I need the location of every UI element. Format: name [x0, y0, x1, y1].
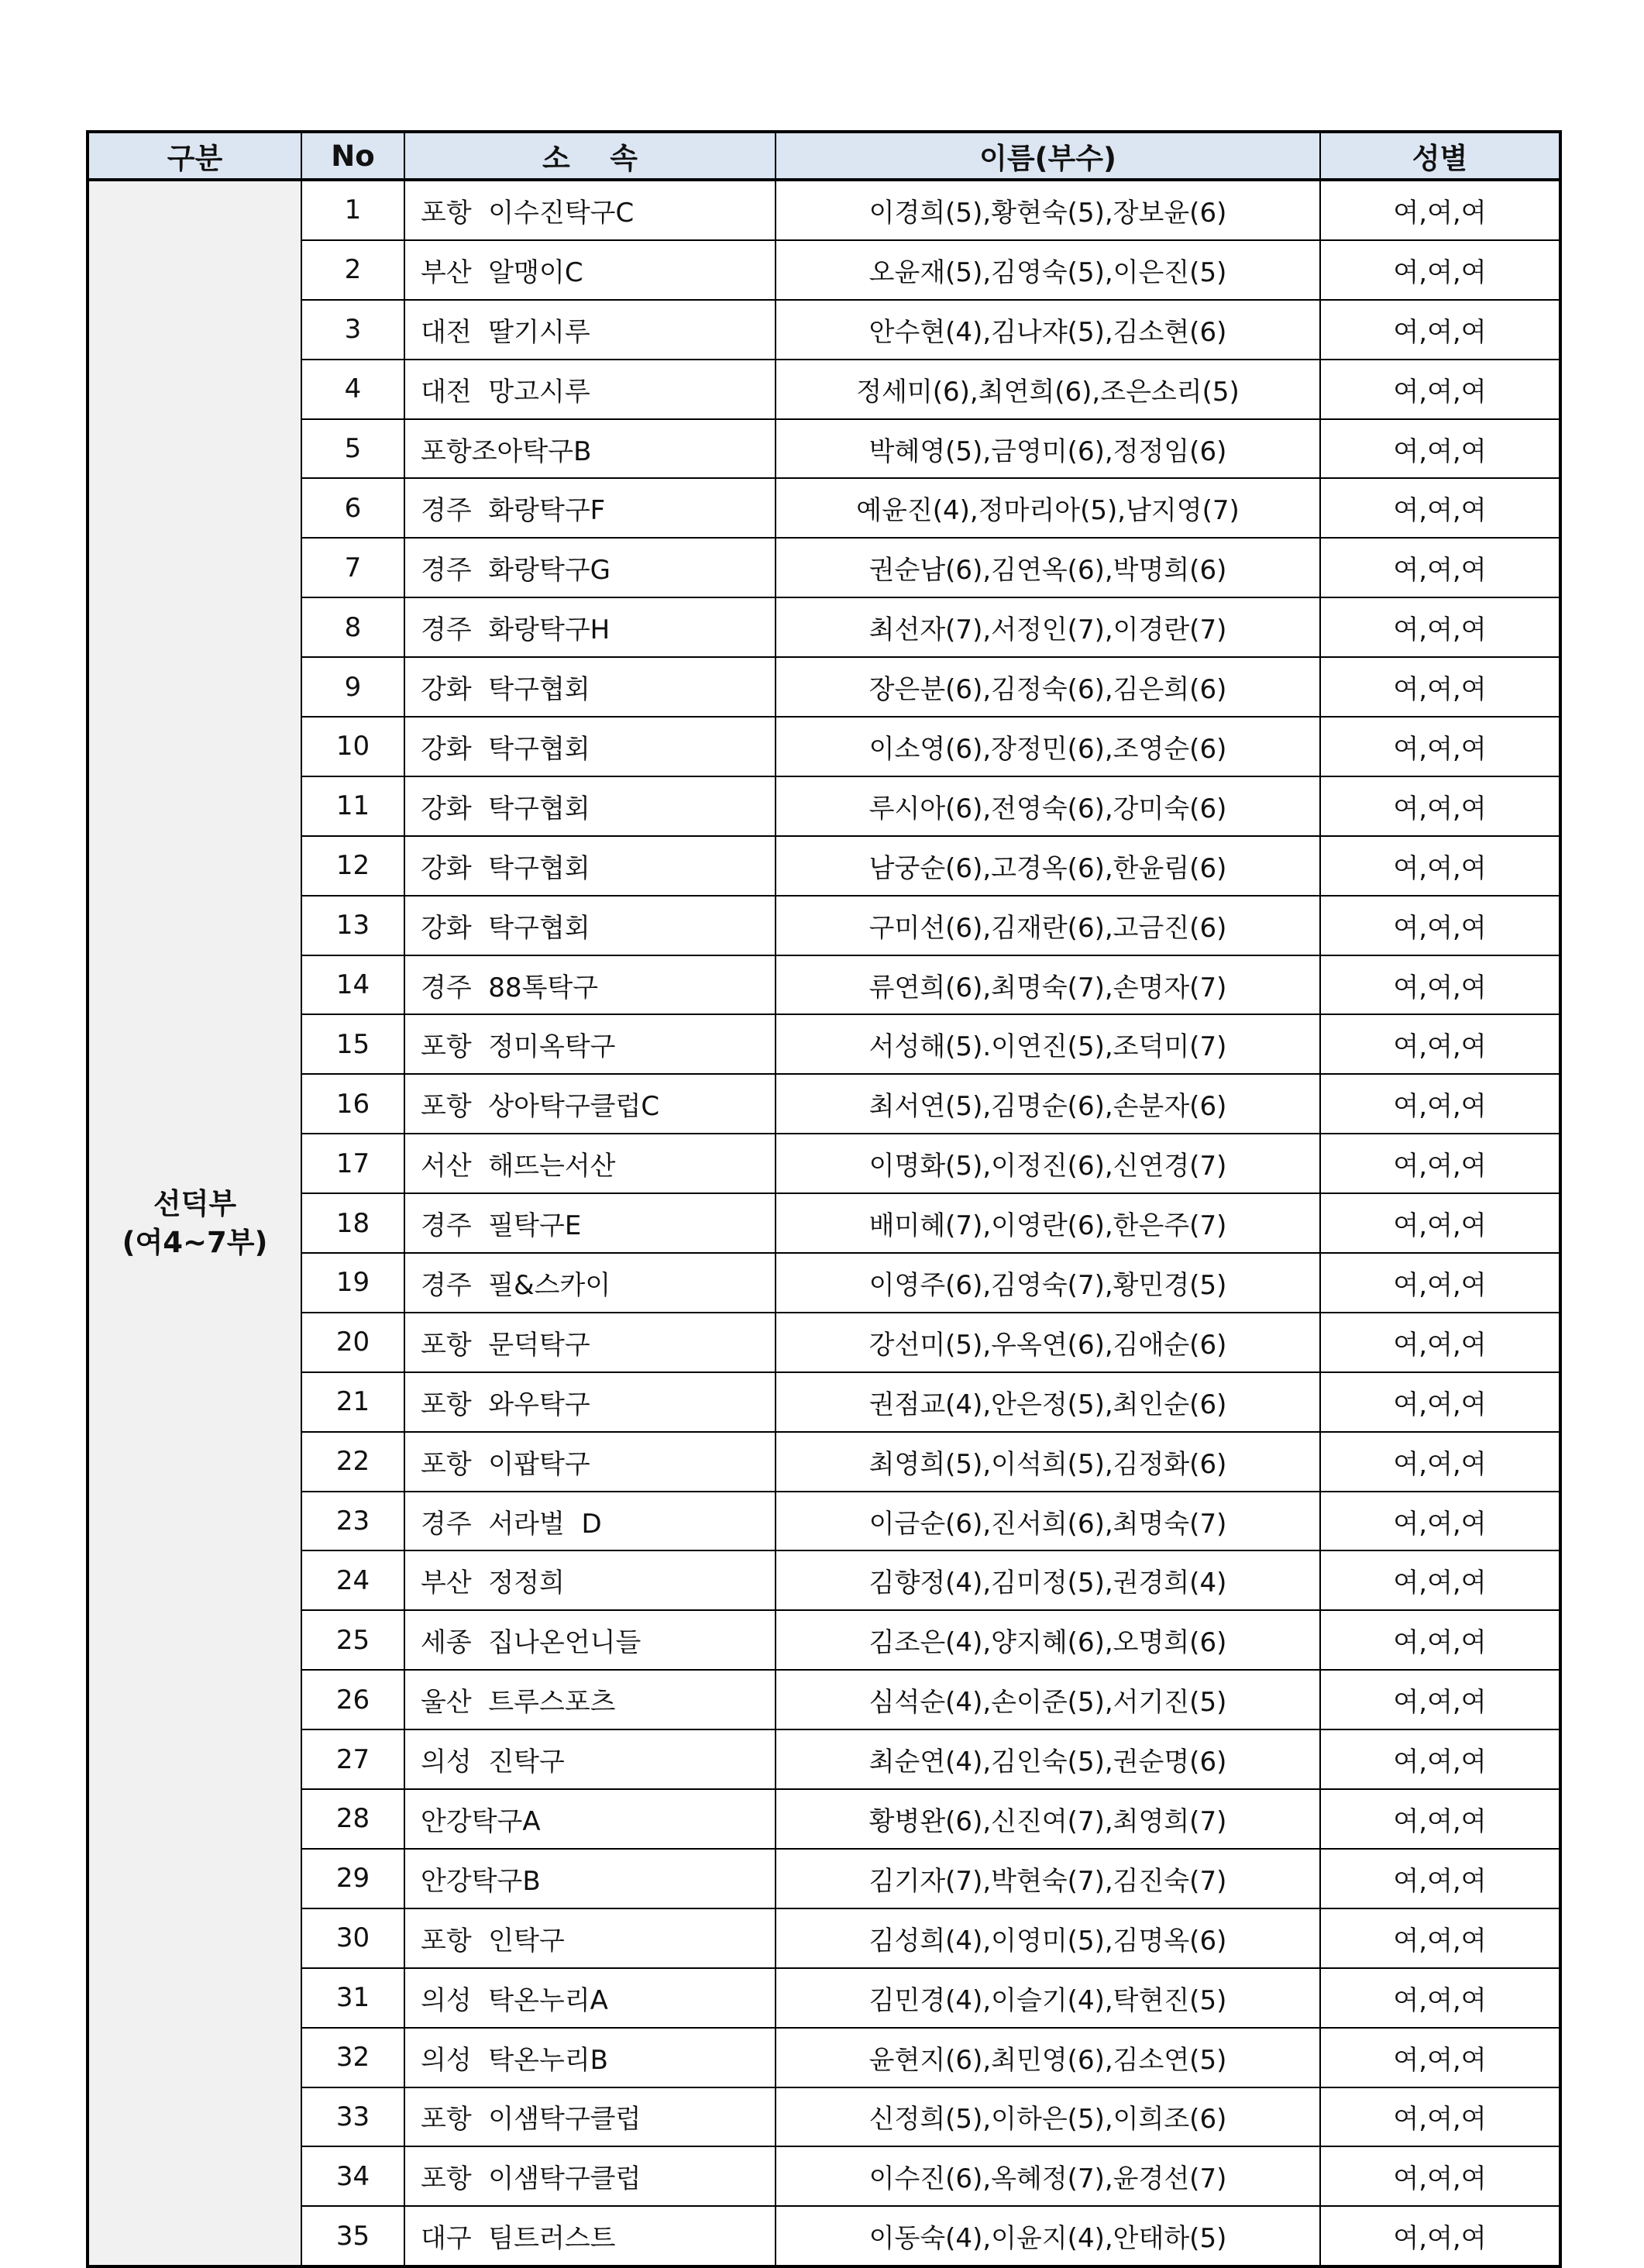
table-row: [88, 1253, 1560, 1313]
names-cell: 김향정(4),김미정(5),권경희(4): [776, 1550, 1320, 1610]
table-row: [88, 2028, 1560, 2087]
gender-cell: 여,여,여: [1320, 1074, 1560, 1134]
row-number: 1: [301, 180, 404, 240]
table-row: [88, 955, 1560, 1015]
table-row: [88, 1193, 1560, 1253]
club-cell: 강화 탁구협회: [404, 836, 776, 896]
gender-cell: 여,여,여: [1320, 1014, 1560, 1074]
row-number: 24: [301, 1550, 404, 1610]
names-cell: 서성해(5).이연진(5),조덕미(7): [776, 1014, 1320, 1074]
club-cell: 의성 탁온누리A: [404, 1968, 776, 2028]
table-row: [88, 597, 1560, 657]
names-cell: 최서연(5),김명순(6),손분자(6): [776, 1074, 1320, 1134]
club-cell: 포항조아탁구B: [404, 419, 776, 479]
table-row: [88, 1968, 1560, 2028]
row-number: 30: [301, 1908, 404, 1968]
names-cell: 루시아(6),전영숙(6),강미숙(6): [776, 776, 1320, 836]
row-number: 17: [301, 1134, 404, 1193]
row-number: 28: [301, 1789, 404, 1849]
names-cell: 황병완(6),신진여(7),최영희(7): [776, 1789, 1320, 1849]
row-number: 20: [301, 1313, 404, 1372]
row-number: 23: [301, 1492, 404, 1551]
names-cell: 예윤진(4),정마리아(5),남지영(7): [776, 478, 1320, 538]
gender-cell: 여,여,여: [1320, 2206, 1560, 2266]
club-cell: 부산 정정희: [404, 1550, 776, 1610]
club-cell: 포항 인탁구: [404, 1908, 776, 1968]
gender-cell: 여,여,여: [1320, 1492, 1560, 1551]
row-number: 14: [301, 955, 404, 1015]
row-number: 5: [301, 419, 404, 479]
row-number: 10: [301, 717, 404, 776]
table-row: [88, 1670, 1560, 1729]
club-cell: 포항 이샘탁구클럽: [404, 2087, 776, 2147]
names-cell: 박혜영(5),금영미(6),정정임(6): [776, 419, 1320, 479]
table-row: [88, 478, 1560, 538]
header-no: No: [301, 132, 404, 180]
gender-cell: 여,여,여: [1320, 1968, 1560, 2028]
gender-cell: 여,여,여: [1320, 1610, 1560, 1670]
gender-cell: 여,여,여: [1320, 478, 1560, 538]
names-cell: 이경희(5),황현숙(5),장보윤(6): [776, 180, 1320, 240]
table-header: [88, 132, 1560, 180]
club-cell: 강화 탁구협회: [404, 776, 776, 836]
table-row: [88, 717, 1560, 776]
club-cell: 포항 문덕탁구: [404, 1313, 776, 1372]
names-cell: 권점교(4),안은정(5),최인순(6): [776, 1372, 1320, 1432]
club-cell: 경주 서라벌 D: [404, 1492, 776, 1551]
header-club: 소 속: [404, 132, 776, 180]
table-row: [88, 419, 1560, 479]
gender-cell: 여,여,여: [1320, 1193, 1560, 1253]
table-row: [88, 2146, 1560, 2206]
table-row: [88, 360, 1560, 419]
table-row: [88, 1313, 1560, 1372]
gender-cell: 여,여,여: [1320, 1908, 1560, 1968]
names-cell: 최영희(5),이석희(5),김정화(6): [776, 1432, 1320, 1492]
division-cell: [88, 180, 301, 2266]
names-cell: 최선자(7),서정인(7),이경란(7): [776, 597, 1320, 657]
names-cell: 심석순(4),손이준(5),서기진(5): [776, 1670, 1320, 1729]
gender-cell: 여,여,여: [1320, 2028, 1560, 2087]
table-row: [88, 538, 1560, 597]
gender-cell: 여,여,여: [1320, 1670, 1560, 1729]
gender-cell: 여,여,여: [1320, 300, 1560, 360]
row-number: 11: [301, 776, 404, 836]
club-cell: 부산 알맹이C: [404, 240, 776, 300]
gender-cell: 여,여,여: [1320, 597, 1560, 657]
gender-cell: 여,여,여: [1320, 717, 1560, 776]
names-cell: 김기자(7),박현숙(7),김진숙(7): [776, 1849, 1320, 1908]
club-cell: 포항 이샘탁구클럽: [404, 2146, 776, 2206]
row-number: 25: [301, 1610, 404, 1670]
row-number: 33: [301, 2087, 404, 2147]
club-cell: 서산 해뜨는서산: [404, 1134, 776, 1193]
row-number: 6: [301, 478, 404, 538]
names-cell: 강선미(5),우옥연(6),김애순(6): [776, 1313, 1320, 1372]
club-cell: 강화 탁구협회: [404, 657, 776, 717]
table-row: [88, 1372, 1560, 1432]
club-cell: 포항 이팝탁구: [404, 1432, 776, 1492]
row-number: 19: [301, 1253, 404, 1313]
gender-cell: 여,여,여: [1320, 419, 1560, 479]
table-row: [88, 776, 1560, 836]
club-cell: 경주 88톡탁구: [404, 955, 776, 1015]
table-row: [88, 657, 1560, 717]
club-cell: 포항 상아탁구클럽C: [404, 1074, 776, 1134]
table-row: [88, 836, 1560, 896]
club-cell: 세종 집나온언니들: [404, 1610, 776, 1670]
gender-cell: 여,여,여: [1320, 955, 1560, 1015]
division-range: (여4~7부): [122, 1225, 268, 1259]
row-number: 34: [301, 2146, 404, 2206]
gender-cell: 여,여,여: [1320, 1789, 1560, 1849]
row-number: 9: [301, 657, 404, 717]
row-number: 29: [301, 1849, 404, 1908]
table-row: [88, 2206, 1560, 2266]
row-number: 26: [301, 1670, 404, 1729]
names-cell: 배미혜(7),이영란(6),한은주(7): [776, 1193, 1320, 1253]
table-row: [88, 1492, 1560, 1551]
row-number: 22: [301, 1432, 404, 1492]
gender-cell: 여,여,여: [1320, 240, 1560, 300]
names-cell: 김성희(4),이영미(5),김명옥(6): [776, 1908, 1320, 1968]
table-body: [88, 180, 1560, 2266]
gender-cell: 여,여,여: [1320, 657, 1560, 717]
club-cell: 대전 망고시루: [404, 360, 776, 419]
names-cell: 윤현지(6),최민영(6),김소연(5): [776, 2028, 1320, 2087]
club-cell: 강화 탁구협회: [404, 717, 776, 776]
header-division: 구분: [88, 132, 301, 180]
table-row: [88, 300, 1560, 360]
gender-cell: 여,여,여: [1320, 1313, 1560, 1372]
row-number: 35: [301, 2206, 404, 2266]
club-cell: 포항 정미옥탁구: [404, 1014, 776, 1074]
club-cell: 대구 팀트러스트: [404, 2206, 776, 2266]
names-cell: 김조은(4),양지혜(6),오명희(6): [776, 1610, 1320, 1670]
club-cell: 포항 와우탁구: [404, 1372, 776, 1432]
division-name: 선덕부: [153, 1186, 237, 1220]
header-row: [88, 132, 1560, 180]
table-row: [88, 1610, 1560, 1670]
names-cell: 정세미(6),최연희(6),조은소리(5): [776, 360, 1320, 419]
gender-cell: 여,여,여: [1320, 776, 1560, 836]
table-row: [88, 1074, 1560, 1134]
club-cell: 강화 탁구협회: [404, 896, 776, 955]
gender-cell: 여,여,여: [1320, 1372, 1560, 1432]
names-cell: 이동숙(4),이윤지(4),안태하(5): [776, 2206, 1320, 2266]
names-cell: 오윤재(5),김영숙(5),이은진(5): [776, 240, 1320, 300]
gender-cell: 여,여,여: [1320, 836, 1560, 896]
table-row: [88, 1134, 1560, 1193]
club-cell: 경주 화랑탁구H: [404, 597, 776, 657]
club-cell: 경주 화랑탁구G: [404, 538, 776, 597]
gender-cell: 여,여,여: [1320, 1550, 1560, 1610]
row-number: 18: [301, 1193, 404, 1253]
club-cell: 경주 필탁구E: [404, 1193, 776, 1253]
row-number: 13: [301, 896, 404, 955]
gender-cell: 여,여,여: [1320, 538, 1560, 597]
table-row: [88, 2087, 1560, 2147]
club-cell: 포항 이수진탁구C: [404, 180, 776, 240]
club-cell: 경주 필&스카이: [404, 1253, 776, 1313]
row-number: 7: [301, 538, 404, 597]
row-number: 3: [301, 300, 404, 360]
table-row: [88, 1014, 1560, 1074]
table-row: [88, 1789, 1560, 1849]
names-cell: 권순남(6),김연옥(6),박명희(6): [776, 538, 1320, 597]
table-row: [88, 1432, 1560, 1492]
gender-cell: 여,여,여: [1320, 1849, 1560, 1908]
names-cell: 류연희(6),최명숙(7),손명자(7): [776, 955, 1320, 1015]
row-number: 16: [301, 1074, 404, 1134]
table-row: [88, 1908, 1560, 1968]
row-number: 27: [301, 1729, 404, 1789]
names-cell: 신정희(5),이하은(5),이희조(6): [776, 2087, 1320, 2147]
row-number: 32: [301, 2028, 404, 2087]
club-cell: 대전 딸기시루: [404, 300, 776, 360]
table-row: [88, 1550, 1560, 1610]
row-number: 31: [301, 1968, 404, 2028]
table-row: [88, 896, 1560, 955]
gender-cell: 여,여,여: [1320, 1729, 1560, 1789]
gender-cell: 여,여,여: [1320, 360, 1560, 419]
gender-cell: 여,여,여: [1320, 1134, 1560, 1193]
gender-cell: 여,여,여: [1320, 180, 1560, 240]
gender-cell: 여,여,여: [1320, 1253, 1560, 1313]
row-number: 21: [301, 1372, 404, 1432]
names-cell: 이명화(5),이정진(6),신연경(7): [776, 1134, 1320, 1193]
names-cell: 구미선(6),김재란(6),고금진(6): [776, 896, 1320, 955]
names-cell: 이수진(6),옥혜정(7),윤경선(7): [776, 2146, 1320, 2206]
club-cell: 안강탁구A: [404, 1789, 776, 1849]
gender-cell: 여,여,여: [1320, 1432, 1560, 1492]
roster-table: [86, 130, 1562, 2268]
row-number: 4: [301, 360, 404, 419]
names-cell: 안수현(4),김나쟈(5),김소현(6): [776, 300, 1320, 360]
table-row: [88, 180, 1560, 240]
header-names: 이름(부수): [776, 132, 1320, 180]
names-cell: 김민경(4),이슬기(4),탁현진(5): [776, 1968, 1320, 2028]
club-cell: 울산 트루스포츠: [404, 1670, 776, 1729]
club-cell: 의성 진탁구: [404, 1729, 776, 1789]
names-cell: 이소영(6),장정민(6),조영순(6): [776, 717, 1320, 776]
names-cell: 장은분(6),김정숙(6),김은희(6): [776, 657, 1320, 717]
club-cell: 의성 탁온누리B: [404, 2028, 776, 2087]
row-number: 8: [301, 597, 404, 657]
row-number: 15: [301, 1014, 404, 1074]
names-cell: 최순연(4),김인숙(5),권순명(6): [776, 1729, 1320, 1789]
row-number: 2: [301, 240, 404, 300]
club-cell: 경주 화랑탁구F: [404, 478, 776, 538]
gender-cell: 여,여,여: [1320, 2146, 1560, 2206]
gender-cell: 여,여,여: [1320, 896, 1560, 955]
names-cell: 이영주(6),김영숙(7),황민경(5): [776, 1253, 1320, 1313]
gender-cell: 여,여,여: [1320, 2087, 1560, 2147]
header-gender: 성별: [1320, 132, 1560, 180]
table-row: [88, 240, 1560, 300]
names-cell: 남궁순(6),고경옥(6),한윤림(6): [776, 836, 1320, 896]
row-number: 12: [301, 836, 404, 896]
table-row: [88, 1849, 1560, 1908]
club-cell: 안강탁구B: [404, 1849, 776, 1908]
table-row: [88, 1729, 1560, 1789]
names-cell: 이금순(6),진서희(6),최명숙(7): [776, 1492, 1320, 1551]
